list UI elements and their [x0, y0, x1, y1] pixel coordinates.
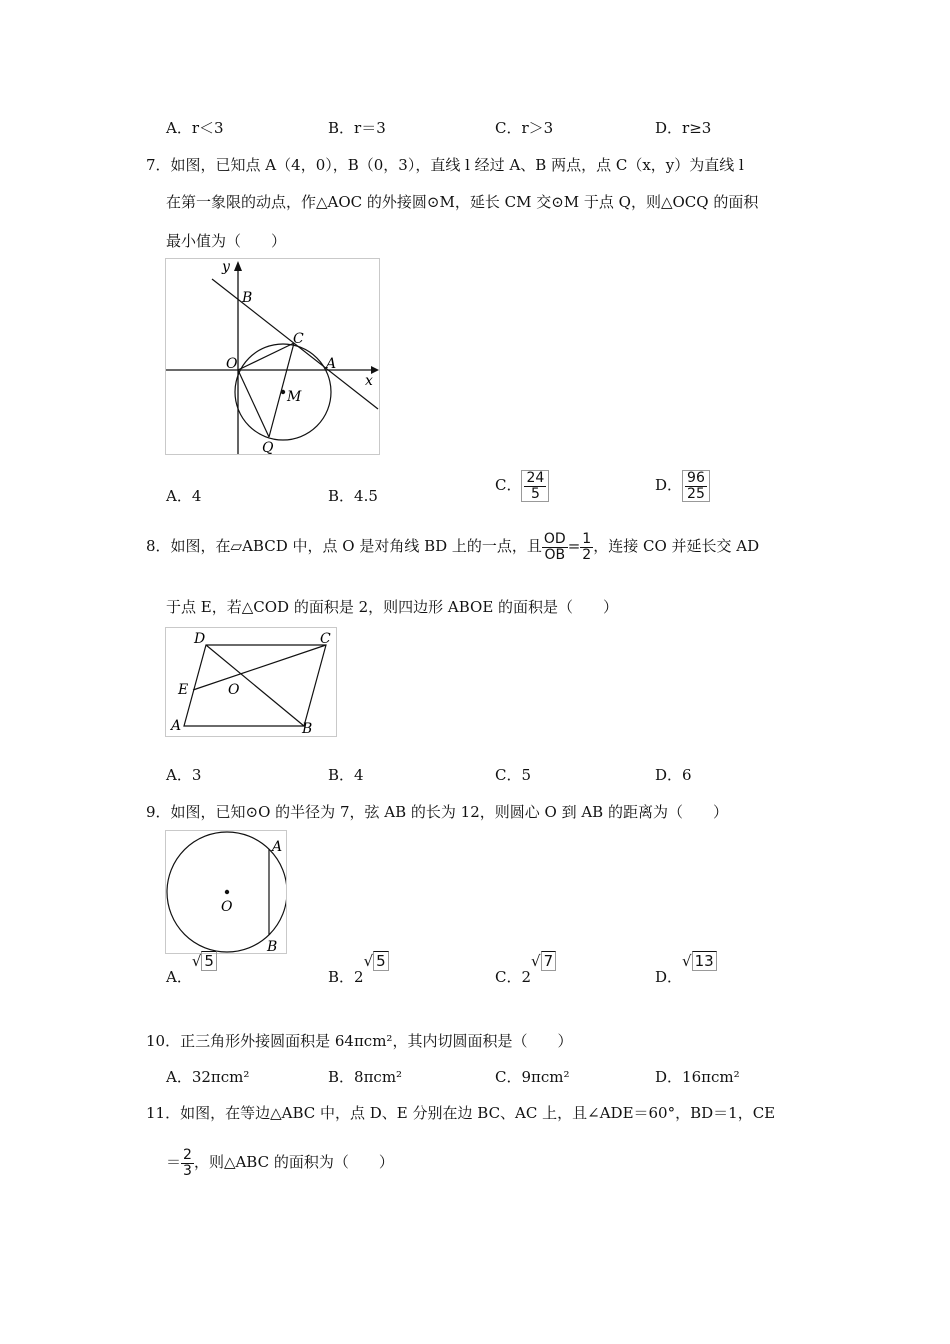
q8-stem-line2: 于点 E，若△COD 的面积是 2，则四边形 ABOE 的面积是（ ）: [166, 598, 619, 616]
q11-stem-line2: [166, 1148, 394, 1178]
q7-option-c-denominator: 5: [530, 485, 540, 502]
q8-fraction-half-num: 1: [582, 531, 592, 547]
q7-label-m: M: [287, 389, 302, 405]
q9-option-a-radicand: 5: [201, 951, 217, 971]
q10-stem-line1: 10．正三角形外接圆面积是 64πcm²，其内切圆面积是（ ）: [146, 1032, 573, 1050]
q9-option-a-sqrt: √ 5: [192, 952, 217, 970]
q9-label-a: A: [272, 839, 283, 855]
q8-label-b: B: [302, 721, 313, 736]
q7-option-d: [655, 470, 710, 502]
q9-option-c-radicand: 7: [541, 951, 557, 971]
q7-stem-line3: 最小值为（ ）: [166, 232, 287, 250]
q11-stem-line2-rest: ，则△ABC 的面积为（ ）: [193, 1153, 394, 1172]
q11-stem-line1: 11．如图，在等边△ABC 中，点 D、E 分别在边 BC、AC 上，且∠ADE＝60°，BD＝1，CE: [146, 1104, 776, 1122]
q8-segment-ce: [193, 645, 326, 690]
q8-option-a: A．3: [166, 766, 202, 784]
q7-option-c-fraction: [521, 470, 549, 502]
q6-option-b: B．r＝3: [328, 119, 386, 137]
q9-option-c: [495, 952, 556, 987]
q8-label-c: C: [320, 631, 331, 647]
q8-fraction-ob: OB: [544, 546, 566, 563]
q11-fraction-num: 2: [183, 1147, 192, 1163]
q8-option-b: B．4: [328, 766, 364, 784]
q9-option-b: [328, 952, 389, 987]
q9-option-b-radicand: 5: [373, 951, 389, 971]
q9-option-d: [655, 952, 717, 987]
q9-option-b-sqrt: √ 5: [364, 952, 389, 970]
q7-figure: [165, 258, 380, 455]
q9-option-a-label: A．: [166, 968, 192, 986]
q7-stem-line2: 在第一象限的动点，作△AOC 的外接圆⊙M，延长 CM 交⊙M 于点 Q，则△OCQ 的面积: [166, 193, 759, 211]
q9-label-b: B: [267, 939, 278, 953]
q8-equals: =: [567, 537, 581, 556]
q9-option-c-sqrt: √ 7: [531, 952, 556, 970]
q8-fraction-half-den: 2: [582, 546, 592, 563]
q8-stem-line1: [146, 532, 759, 562]
q11-fraction-den: 3: [183, 1162, 192, 1179]
q9-option-c-label: C．2: [495, 968, 532, 986]
q7-label-y: y: [222, 259, 230, 275]
q7-option-c-label: C．: [495, 476, 522, 495]
q8-stem-line1-part1: 8．如图，在▱ABCD 中，点 O 是对角线 BD 上的一点，且: [146, 537, 542, 556]
q7-figure-svg: [166, 259, 379, 454]
q7-stem-line1: 7．如图，已知点 A（4，0），B（0，3），直线 l 经过 A、B 两点，点 C（x，y）为直线 l: [146, 156, 744, 174]
q7-option-d-label: D．: [655, 476, 683, 495]
q8-stem-line1-part2: ，连接 CO 并延长交 AD: [593, 537, 760, 556]
q7-label-o: O: [226, 356, 238, 372]
q9-option-d-radicand: 13: [692, 951, 717, 971]
q7-option-c: [495, 470, 549, 502]
q11-equals: ＝: [166, 1153, 182, 1172]
q9-label-o: O: [221, 899, 233, 915]
q9-point-o: [225, 890, 229, 894]
q8-label-e: E: [178, 682, 189, 698]
q7-segment-oq: [238, 370, 269, 437]
q8-label-d: D: [194, 631, 206, 647]
q10-option-c: C．9πcm²: [495, 1068, 570, 1086]
q11-fraction: [181, 1148, 194, 1178]
q8-figure: [165, 627, 337, 737]
q8-fraction-half: [580, 532, 593, 562]
q7-y-arrow-icon: [234, 261, 242, 271]
q7-option-d-denominator: 25: [687, 485, 705, 502]
q10-option-a: A．32πcm²: [166, 1068, 250, 1086]
q9-figure-svg: [166, 831, 286, 953]
q8-option-d: D．6: [655, 766, 692, 784]
q7-point-m: [281, 390, 285, 394]
q7-label-x: x: [365, 373, 373, 389]
q9-option-d-label: D．: [655, 968, 683, 986]
q8-fraction-od-ob: [542, 532, 568, 562]
q8-label-a: A: [171, 718, 182, 734]
q7-option-d-numerator: 96: [687, 470, 705, 486]
q7-label-a: A: [326, 356, 337, 372]
q8-figure-svg: [166, 628, 336, 736]
q7-option-d-fraction: [682, 470, 710, 502]
q6-option-a: A．r＜3: [166, 119, 224, 137]
q8-fraction-od: OD: [543, 531, 566, 547]
q9-figure: [165, 830, 287, 954]
q7-option-b: B．4.5: [328, 487, 378, 505]
q6-option-c: C．r＞3: [495, 119, 554, 137]
q8-option-c: C．5: [495, 766, 532, 784]
q7-label-q: Q: [262, 440, 274, 454]
q10-option-d: D．16πcm²: [655, 1068, 740, 1086]
q6-option-d: D．r≥3: [655, 119, 712, 137]
q7-option-c-numerator: 24: [526, 470, 545, 486]
q9-stem-line1: 9．如图，已知⊙O 的半径为 7，弦 AB 的长为 12，则圆心 O 到 AB 的距离为（ ）: [146, 803, 728, 821]
q7-label-b: B: [242, 290, 253, 306]
q10-option-b: B．8πcm²: [328, 1068, 403, 1086]
q9-option-b-label: B．2: [328, 968, 364, 986]
q7-label-c: C: [293, 331, 304, 347]
q9-option-a: [166, 952, 217, 987]
q9-option-d-sqrt: √ 13: [682, 952, 717, 970]
q8-label-o: O: [228, 682, 240, 698]
q7-option-a: A．4: [166, 487, 202, 505]
